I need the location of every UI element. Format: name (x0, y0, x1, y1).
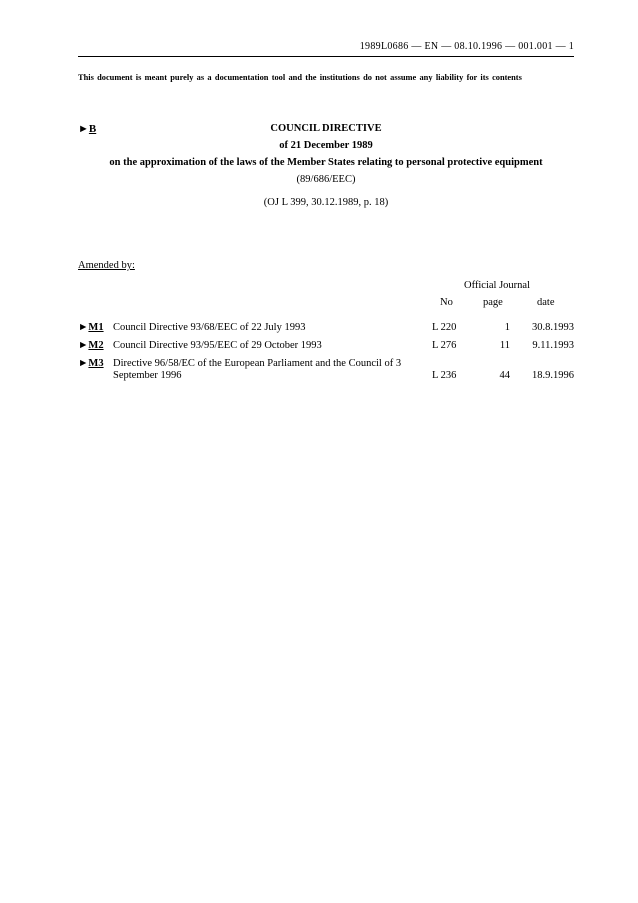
amendment-marker[interactable]: ►M2 (78, 340, 104, 351)
amendment-description: Council Directive 93/68/EEC of 22 July 1993 (113, 322, 306, 333)
journal-page: 1 (504, 322, 510, 333)
amendment-row (78, 358, 574, 388)
arrow-icon: ► (78, 123, 89, 135)
journal-date: 18.9.1996 (532, 370, 574, 381)
journal-page: 44 (499, 370, 510, 381)
amendment-marker[interactable]: ►M1 (78, 322, 104, 333)
amendment-description: Directive 96/58/EC of the European Parliament and the Council of 3 September 1996 (113, 358, 402, 381)
amendment-description: Council Directive 93/95/EEC of 29 October 1993 (113, 340, 322, 351)
disclaimer: This document is meant purely as a documentation tool and the institutions do not assume any liability for its contents (78, 73, 522, 82)
column-header-page: page (483, 297, 503, 308)
amendment-marker[interactable]: ►M3 (78, 358, 104, 369)
arrow-icon: ► (78, 322, 89, 333)
journal-number: L 220 (432, 322, 457, 333)
arrow-icon: ► (78, 358, 89, 369)
amended-by-label: Amended by: (78, 260, 135, 271)
document-reference-header: 1989L0686 — EN — 08.10.1996 — 001.001 — 1 (359, 41, 574, 52)
journal-number: L 236 (432, 370, 457, 381)
arrow-icon: ► (78, 340, 89, 351)
journal-number: L 276 (432, 340, 457, 351)
directive-title: COUNCIL DIRECTIVE (270, 123, 382, 134)
oj-reference: (OJ L 399, 30.12.1989, p. 18) (263, 197, 389, 208)
official-journal-heading: Official Journal (464, 280, 530, 291)
directive-number: (89/686/EEC) (296, 174, 356, 185)
directive-date: of 21 December 1989 (279, 140, 373, 151)
directive-title-block (78, 123, 574, 208)
base-marker-label: B (88, 123, 97, 135)
directive-subject: on the approximation of the laws of the Member States relating to personal protective equipment (109, 157, 543, 168)
column-header-date: date (537, 297, 555, 308)
column-header-no: No (440, 297, 453, 308)
journal-date: 9.11.1993 (532, 340, 574, 351)
base-marker[interactable] (78, 123, 96, 135)
header-rule (78, 56, 574, 57)
journal-date: 30.8.1993 (532, 322, 574, 333)
journal-page: 11 (499, 340, 510, 351)
